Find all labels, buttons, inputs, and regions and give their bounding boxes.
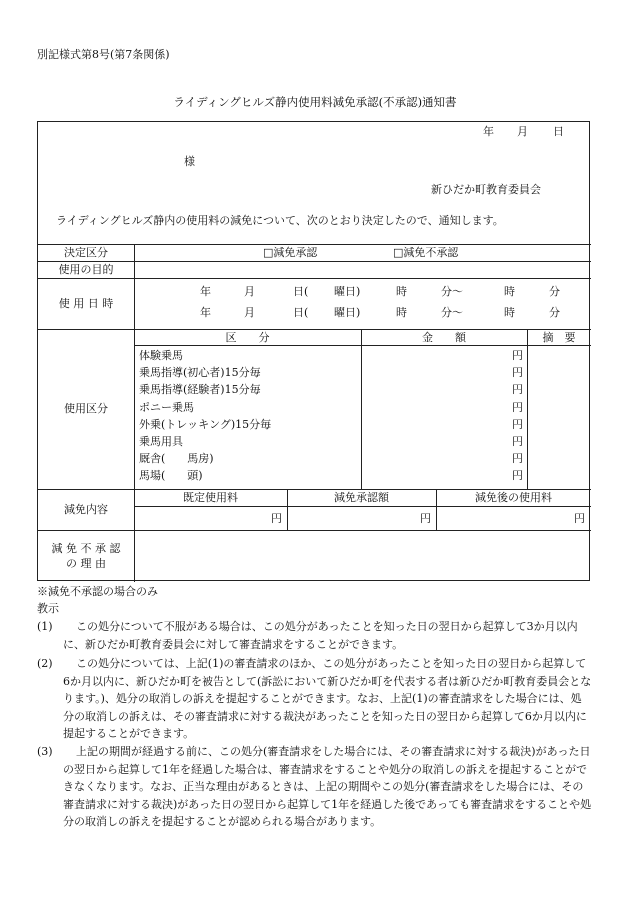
reduction-header-approved: 減免承認額	[334, 491, 389, 504]
reason-label-line1: 減 免 不 承 認	[51, 542, 121, 555]
usage-item-yen: 円	[512, 469, 523, 483]
not-approved-checkbox[interactable]: □減免不承認	[393, 246, 459, 259]
usage-item-label: 馬場( 頭)	[139, 469, 203, 483]
reduction-approved-yen: 円	[420, 512, 431, 525]
datetime-label: 使 用 日 時	[58, 297, 114, 310]
decision-label: 決定区分	[64, 246, 108, 259]
usage-item-yen: 円	[512, 366, 523, 380]
usage-header-amount: 金 額	[422, 331, 466, 344]
usage-item-yen: 円	[512, 400, 523, 414]
usage-label: 使用区分	[64, 402, 108, 415]
usage-header-category: 区 分	[225, 331, 270, 344]
usage-item-label: 乗馬指導(経験者)15分毎	[139, 383, 261, 397]
form-number-label: 別記様式第8号(第7条関係)	[37, 48, 170, 61]
usage-item-label: 外乗(トレッキング)15分毎	[139, 417, 272, 431]
reduction-header-after: 減免後の使用料	[475, 491, 552, 504]
usage-item-yen: 円	[512, 349, 523, 362]
reduction-label: 減免内容	[64, 503, 108, 516]
usage-item-label: ポニー乗馬	[139, 400, 194, 414]
purpose-label: 使用の目的	[58, 263, 114, 276]
reduction-header-standard: 既定使用料	[183, 491, 238, 504]
usage-header-note: 摘 要	[542, 331, 576, 344]
date-year: 年	[483, 125, 494, 138]
intro-text: ライディングヒルズ静内の使用料の減免について、次のとおり決定したので、通知します。	[56, 214, 504, 227]
date-month: 月	[517, 125, 528, 138]
usage-item-label: 乗馬指導(初心者)15分毎	[139, 366, 261, 380]
reason-label-line2: の 理 由	[66, 557, 106, 570]
usage-item-yen: 円	[512, 435, 523, 448]
document-title: ライディングヒルズ静内使用料減免承認(不承認)通知書	[173, 95, 457, 109]
addressee-suffix: 様	[184, 155, 195, 168]
issuer-name: 新ひだか町教育委員会	[431, 183, 541, 196]
usage-item-label: 体験乗馬	[139, 349, 183, 362]
usage-item-label: 乗馬用具	[139, 435, 183, 448]
footnote: ※減免不承認の場合のみ	[37, 585, 158, 598]
notice-form-table: 年 月 日 様 新ひだか町教育委員会 ライディングヒルズ静内の使用料の減免について、次のとおり決定したので、通知します。 決定区分 □減免承認 □減免不承認 使用の目的 使 用 日 時 年 月 日( 曜日) 時 分～ 時 分 年 月 日( 曜日) 時 分～ 時 分 使用区分 区 分 金 額 摘 要 体験乗馬 円 乗馬指導(初心者)15分毎 円 乗馬指導(経験者)15分毎 円 ポニー乗馬 円 外乗(トレッキング)15分毎 円 乗馬用具 円 厩舎( 馬房) 円 馬場( 頭) 円 減免内容 既定使用料 減免承認額 減免後の使用料 円 円 円 減 免 不 承 認 の 理 由	[37, 121, 590, 581]
reduction-standard-yen: 円	[271, 512, 282, 525]
date-day: 日	[553, 125, 564, 138]
instruction-title: 教示	[37, 602, 59, 615]
usage-item-yen: 円	[512, 417, 523, 431]
reduction-after-yen: 円	[574, 512, 585, 525]
usage-item-label: 厩舎( 馬房)	[139, 452, 214, 466]
usage-item-yen: 円	[512, 383, 523, 397]
approved-checkbox[interactable]: □減免承認	[263, 246, 318, 259]
usage-item-yen: 円	[512, 452, 523, 466]
